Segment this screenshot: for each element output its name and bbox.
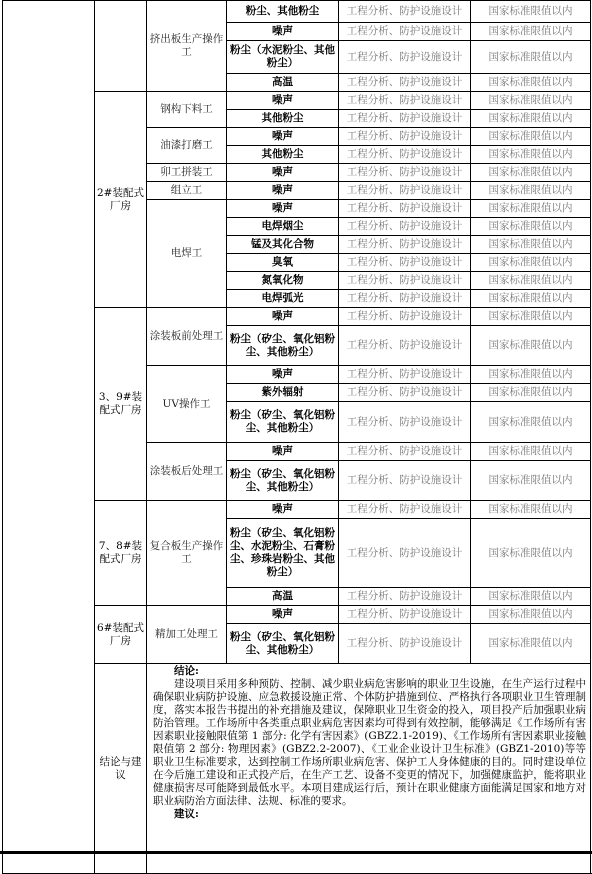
hazard-cell: 噪声: [227, 92, 339, 110]
effect-cell: 国家标准限值以内: [471, 1, 591, 23]
conclusion-body: 建设项目采用多种预防、控制、减少职业病危害影响的职业卫生设施，在生产运行过程中确保职业病防护设施、应急救援设施正常、个体防护措施到位、严格执行各项职业卫生管理制度，落实本报告书提出的补充措施及建议，保障职业卫生资金的投入，项目投产后加强职业病防治管理。工作场所中各类重点职业病危害因素均可得到有效控制，能够满足《工作场所有害因素职业接触限值第 1 部分: 化学有害因素》(GBZ2.1-2019)、《工作场所有害因素职业接触限值第 2 部分: 物理因素》(GBZ2.2-2007)、《工业企业设计卫生标准》(GBZ1-2010)等等职业卫生标准要求，达到控制工作场所职业病危害、保护工人身体健康的目的。同时建设单位在今后施工建设和正式投产后，在生产工艺、设备不变更的情况下，加强健康监护，能将职业健康损害尽可能降到最低水平。本项目建成运行后，预计在职业健康方面能满足国家和地方对职业病防治方面法律、法规、标准的要求。: [153, 678, 586, 807]
effect-cell: 国家标准限值以内: [471, 218, 591, 236]
hazard-cell: 噪声: [227, 606, 339, 624]
measure-cell: 工程分析、防护设施设计: [339, 110, 471, 128]
effect-cell: 国家标准限值以内: [471, 624, 591, 664]
hazard-cell: 粉尘、其他粉尘: [227, 1, 339, 23]
area-cell: 2#装配式厂房: [95, 92, 147, 308]
effect-cell: 国家标准限值以内: [471, 443, 591, 461]
effect-cell: 国家标准限值以内: [471, 200, 591, 218]
post-cell: 涂装板前处理工: [147, 308, 227, 366]
effect-cell: 国家标准限值以内: [471, 92, 591, 110]
measure-cell: 工程分析、防护设施设计: [339, 41, 471, 74]
measure-cell: 工程分析、防护设施设计: [339, 92, 471, 110]
first-column-blank: [3, 1, 95, 874]
hazard-cell: 氮氧化物: [227, 272, 339, 290]
measure-cell: 工程分析、防护设施设计: [339, 384, 471, 402]
effect-cell: 国家标准限值以内: [471, 74, 591, 92]
measure-cell: 工程分析、防护设施设计: [339, 74, 471, 92]
area-cell: 3、9#装配式厂房: [95, 308, 147, 501]
effect-cell: 国家标准限值以内: [471, 164, 591, 182]
hazard-cell: 粉尘（水泥粉尘、其他粉尘）: [227, 41, 339, 74]
measure-cell: 工程分析、防护设施设计: [339, 606, 471, 624]
effect-cell: 国家标准限值以内: [471, 501, 591, 519]
post-cell: 钢构下料工: [147, 92, 227, 128]
hazard-cell: 其他粉尘: [227, 146, 339, 164]
measure-cell: 工程分析、防护设施设计: [339, 290, 471, 308]
effect-cell: 国家标准限值以内: [471, 146, 591, 164]
area-cell: 7、8#装配式厂房: [95, 501, 147, 606]
hazard-cell: 噪声: [227, 308, 339, 326]
post-cell: UV操作工: [147, 366, 227, 443]
hazard-cell: 其他粉尘: [227, 110, 339, 128]
effect-cell: 国家标准限值以内: [471, 606, 591, 624]
post-cell: 卯工拼装工: [147, 164, 227, 182]
hazard-cell: 臭氧: [227, 254, 339, 272]
post-cell: 涂装板后处理工: [147, 443, 227, 501]
hazard-cell: 锰及其化合物: [227, 236, 339, 254]
effect-cell: 国家标准限值以内: [471, 461, 591, 501]
measure-cell: 工程分析、防护设施设计: [339, 443, 471, 461]
effect-cell: 国家标准限值以内: [471, 588, 591, 606]
measure-cell: 工程分析、防护设施设计: [339, 236, 471, 254]
post-cell: 精加工处理工: [147, 606, 227, 664]
measure-cell: 工程分析、防护设施设计: [339, 402, 471, 443]
effect-cell: 国家标准限值以内: [471, 326, 591, 366]
hazard-cell: 粉尘（矽尘、氧化铝粉尘、其他粉尘）: [227, 402, 339, 443]
measure-cell: 工程分析、防护设施设计: [339, 366, 471, 384]
measure-cell: 工程分析、防护设施设计: [339, 200, 471, 218]
measure-cell: 工程分析、防护设施设计: [339, 1, 471, 23]
conclusion-text: [147, 664, 591, 874]
hazard-cell: 粉尘（矽尘、氧化铝粉尘、其他粉尘）: [227, 624, 339, 664]
hazard-cell: 噪声: [227, 128, 339, 146]
measure-cell: 工程分析、防护设施设计: [339, 146, 471, 164]
measure-cell: 工程分析、防护设施设计: [339, 23, 471, 41]
hazard-cell: 噪声: [227, 182, 339, 200]
hazard-table: [2, 0, 591, 874]
conclusion-label: 结论与建议: [95, 664, 147, 874]
effect-cell: 国家标准限值以内: [471, 366, 591, 384]
measure-cell: 工程分析、防护设施设计: [339, 254, 471, 272]
hazard-cell: 高温: [227, 588, 339, 606]
hazard-cell: 噪声: [227, 443, 339, 461]
measure-cell: 工程分析、防护设施设计: [339, 624, 471, 664]
conclusion-heading: 结论:: [174, 665, 199, 677]
measure-cell: 工程分析、防护设施设计: [339, 164, 471, 182]
measure-cell: 工程分析、防护设施设计: [339, 182, 471, 200]
hazard-cell: 紫外辐射: [227, 384, 339, 402]
measure-cell: 工程分析、防护设施设计: [339, 501, 471, 519]
effect-cell: 国家标准限值以内: [471, 254, 591, 272]
area-cell: 6#装配式厂房: [95, 606, 147, 664]
measure-cell: 工程分析、防护设施设计: [339, 519, 471, 588]
measure-cell: 工程分析、防护设施设计: [339, 218, 471, 236]
effect-cell: 国家标准限值以内: [471, 236, 591, 254]
effect-cell: 国家标准限值以内: [471, 519, 591, 588]
hazard-cell: 噪声: [227, 366, 339, 384]
post-cell: 电焊工: [147, 200, 227, 308]
hazard-cell: 电焊弧光: [227, 290, 339, 308]
effect-cell: 国家标准限值以内: [471, 41, 591, 74]
post-cell: 组立工: [147, 182, 227, 200]
hazard-cell: 高温: [227, 74, 339, 92]
effect-cell: 国家标准限值以内: [471, 272, 591, 290]
effect-cell: 国家标准限值以内: [471, 402, 591, 443]
effect-cell: 国家标准限值以内: [471, 182, 591, 200]
hazard-cell: 电焊烟尘: [227, 218, 339, 236]
effect-cell: 国家标准限值以内: [471, 308, 591, 326]
post-cell: 油漆打磨工: [147, 128, 227, 164]
suggestion-heading: 建议:: [174, 808, 199, 820]
measure-cell: 工程分析、防护设施设计: [339, 272, 471, 290]
post-cell: 挤出板生产操作工: [147, 1, 227, 92]
effect-cell: 国家标准限值以内: [471, 290, 591, 308]
effect-cell: 国家标准限值以内: [471, 128, 591, 146]
area-cell-blank: [95, 1, 147, 92]
hazard-cell: 噪声: [227, 23, 339, 41]
measure-cell: 工程分析、防护设施设计: [339, 461, 471, 501]
hazard-cell: 噪声: [227, 164, 339, 182]
effect-cell: 国家标准限值以内: [471, 384, 591, 402]
hazard-cell: 粉尘（矽尘、氧化铝粉尘、其他粉尘）: [227, 326, 339, 366]
measure-cell: 工程分析、防护设施设计: [339, 588, 471, 606]
measure-cell: 工程分析、防护设施设计: [339, 128, 471, 146]
hazard-cell: 粉尘（矽尘、氧化铝粉尘、水泥粉尘、石膏粉尘、珍珠岩粉尘、其他粉尘）: [227, 519, 339, 588]
hazard-cell: 粉尘（矽尘、氧化铝粉尘、其他粉尘）: [227, 461, 339, 501]
post-cell: 复合板生产操作工: [147, 501, 227, 606]
measure-cell: 工程分析、防护设施设计: [339, 326, 471, 366]
effect-cell: 国家标准限值以内: [471, 23, 591, 41]
measure-cell: 工程分析、防护设施设计: [339, 308, 471, 326]
effect-cell: 国家标准限值以内: [471, 110, 591, 128]
hazard-cell: 噪声: [227, 200, 339, 218]
hazard-cell: 噪声: [227, 501, 339, 519]
